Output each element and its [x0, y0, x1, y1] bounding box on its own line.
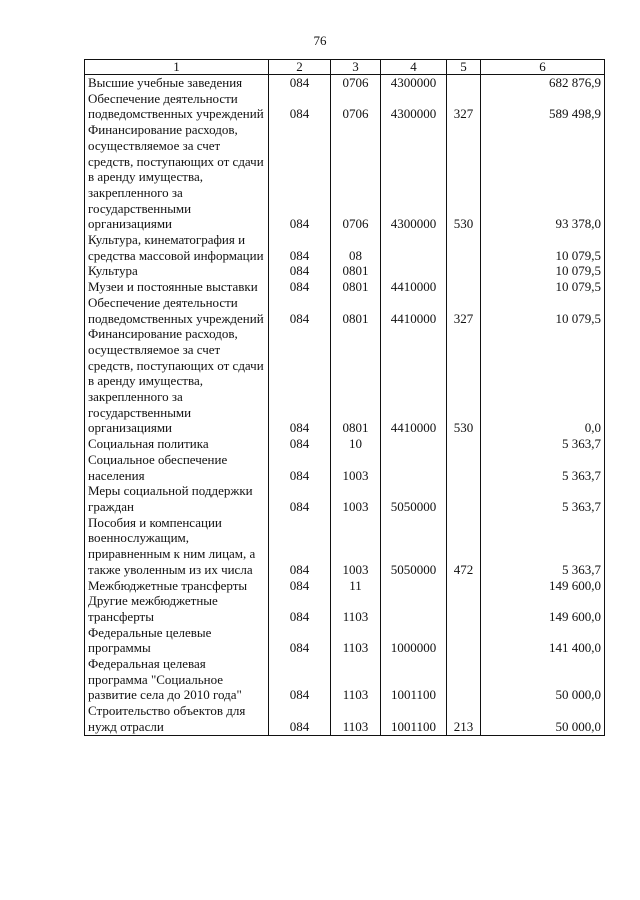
column-header: 3	[331, 60, 381, 75]
article-code-cell	[381, 263, 447, 279]
amount-cell: 5 363,7	[481, 515, 605, 578]
table-body	[85, 75, 605, 736]
expense-type-code-cell	[447, 483, 481, 514]
item-name-cell: Пособия и компенсации военнослужащим, приравненным к ним лицам, а также уволенным из их числа	[85, 515, 269, 578]
ministry-code-cell: 084	[269, 625, 331, 656]
table-row	[85, 232, 605, 263]
item-name-cell: Федеральные целевые программы	[85, 625, 269, 656]
column-header: 1	[85, 60, 269, 75]
expense-type-code-cell	[447, 593, 481, 624]
ministry-code-cell: 084	[269, 593, 331, 624]
table-row	[85, 483, 605, 514]
table-row	[85, 452, 605, 483]
table-row	[85, 279, 605, 295]
item-name-cell: Музеи и постоянные выставки	[85, 279, 269, 295]
section-code-cell: 0706	[331, 122, 381, 232]
item-name-cell: Финансирование расходов, осуществляемое за счет средств, поступающих от сдачи в аренду имущества, закрепленного за государственными организациями	[85, 122, 269, 232]
item-name-cell: Обеспечение деятельности подведомственных учреждений	[85, 91, 269, 122]
table-row	[85, 91, 605, 122]
amount-cell: 5 363,7	[481, 452, 605, 483]
amount-cell: 0,0	[481, 326, 605, 436]
item-name-cell: Межбюджетные трансферты	[85, 578, 269, 594]
ministry-code-cell: 084	[269, 75, 331, 91]
expense-type-code-cell: 530	[447, 122, 481, 232]
table-row	[85, 515, 605, 578]
expense-type-code-cell	[447, 232, 481, 263]
ministry-code-cell: 084	[269, 483, 331, 514]
article-code-cell: 4300000	[381, 91, 447, 122]
article-code-cell: 4410000	[381, 279, 447, 295]
column-header: 5	[447, 60, 481, 75]
item-name-cell: Обеспечение деятельности подведомственных учреждений	[85, 295, 269, 326]
article-code-cell: 5050000	[381, 483, 447, 514]
ministry-code-cell: 084	[269, 515, 331, 578]
ministry-code-cell: 084	[269, 436, 331, 452]
expense-type-code-cell	[447, 656, 481, 703]
ministry-code-cell: 084	[269, 232, 331, 263]
section-code-cell: 1003	[331, 515, 381, 578]
item-name-cell: Финансирование расходов, осуществляемое за счет средств, поступающих от сдачи в аренду имущества, закрепленного за государственными организациями	[85, 326, 269, 436]
ministry-code-cell: 084	[269, 656, 331, 703]
item-name-cell: Меры социальной поддержки граждан	[85, 483, 269, 514]
expense-type-code-cell	[447, 578, 481, 594]
table-row	[85, 75, 605, 91]
section-code-cell: 11	[331, 578, 381, 594]
item-name-cell: Социальное обеспечение населения	[85, 452, 269, 483]
section-code-cell: 0801	[331, 295, 381, 326]
section-code-cell: 1103	[331, 593, 381, 624]
expense-type-code-cell: 213	[447, 703, 481, 735]
item-name-cell: Другие межбюджетные трансферты	[85, 593, 269, 624]
section-code-cell: 1103	[331, 625, 381, 656]
expense-type-code-cell	[447, 279, 481, 295]
amount-cell: 5 363,7	[481, 436, 605, 452]
column-header: 6	[481, 60, 605, 75]
expense-type-code-cell	[447, 625, 481, 656]
amount-cell: 10 079,5	[481, 263, 605, 279]
ministry-code-cell: 084	[269, 452, 331, 483]
item-name-cell: Строительство объектов для нужд отрасли	[85, 703, 269, 735]
item-name-cell: Социальная политика	[85, 436, 269, 452]
amount-cell: 50 000,0	[481, 703, 605, 735]
table-row	[85, 263, 605, 279]
header-row	[85, 60, 605, 75]
section-code-cell: 0706	[331, 91, 381, 122]
amount-cell: 149 600,0	[481, 593, 605, 624]
section-code-cell: 1003	[331, 452, 381, 483]
section-code-cell: 0801	[331, 279, 381, 295]
table-row	[85, 593, 605, 624]
amount-cell: 10 079,5	[481, 232, 605, 263]
table-row	[85, 656, 605, 703]
table-row	[85, 703, 605, 735]
amount-cell: 10 079,5	[481, 279, 605, 295]
amount-cell: 10 079,5	[481, 295, 605, 326]
ministry-code-cell: 084	[269, 578, 331, 594]
amount-cell: 93 378,0	[481, 122, 605, 232]
column-header: 4	[381, 60, 447, 75]
expense-type-code-cell	[447, 263, 481, 279]
article-code-cell: 5050000	[381, 515, 447, 578]
table-row	[85, 625, 605, 656]
article-code-cell: 4300000	[381, 122, 447, 232]
expense-type-code-cell	[447, 452, 481, 483]
ministry-code-cell: 084	[269, 703, 331, 735]
section-code-cell: 10	[331, 436, 381, 452]
ministry-code-cell: 084	[269, 326, 331, 436]
article-code-cell	[381, 436, 447, 452]
section-code-cell: 0801	[331, 263, 381, 279]
ministry-code-cell: 084	[269, 295, 331, 326]
article-code-cell: 1000000	[381, 625, 447, 656]
expense-type-code-cell: 472	[447, 515, 481, 578]
table-row	[85, 295, 605, 326]
article-code-cell	[381, 593, 447, 624]
section-code-cell: 0706	[331, 75, 381, 91]
amount-cell: 682 876,9	[481, 75, 605, 91]
item-name-cell: Культура, кинематография и средства массовой информации	[85, 232, 269, 263]
ministry-code-cell: 084	[269, 263, 331, 279]
article-code-cell	[381, 578, 447, 594]
item-name-cell: Культура	[85, 263, 269, 279]
article-code-cell	[381, 232, 447, 263]
amount-cell: 589 498,9	[481, 91, 605, 122]
column-header: 2	[269, 60, 331, 75]
ministry-code-cell: 084	[269, 279, 331, 295]
expense-type-code-cell	[447, 436, 481, 452]
section-code-cell: 1003	[331, 483, 381, 514]
article-code-cell: 1001100	[381, 656, 447, 703]
table-row	[85, 578, 605, 594]
article-code-cell	[381, 452, 447, 483]
ministry-code-cell: 084	[269, 122, 331, 232]
amount-cell: 50 000,0	[481, 656, 605, 703]
ministry-code-cell: 084	[269, 91, 331, 122]
item-name-cell: Высшие учебные заведения	[85, 75, 269, 91]
table-row	[85, 122, 605, 232]
article-code-cell: 4410000	[381, 295, 447, 326]
expense-type-code-cell: 327	[447, 91, 481, 122]
expense-type-code-cell: 530	[447, 326, 481, 436]
amount-cell: 141 400,0	[481, 625, 605, 656]
table-row	[85, 326, 605, 436]
amount-cell: 5 363,7	[481, 483, 605, 514]
expense-type-code-cell	[447, 75, 481, 91]
article-code-cell: 4300000	[381, 75, 447, 91]
section-code-cell: 08	[331, 232, 381, 263]
article-code-cell: 1001100	[381, 703, 447, 735]
budget-table	[84, 59, 605, 736]
item-name-cell: Федеральная целевая программа "Социальное развитие села до 2010 года"	[85, 656, 269, 703]
amount-cell: 149 600,0	[481, 578, 605, 594]
section-code-cell: 0801	[331, 326, 381, 436]
article-code-cell: 4410000	[381, 326, 447, 436]
table-row	[85, 436, 605, 452]
section-code-cell: 1103	[331, 703, 381, 735]
section-code-cell: 1103	[331, 656, 381, 703]
expense-type-code-cell: 327	[447, 295, 481, 326]
page-number: 76	[313, 33, 327, 48]
